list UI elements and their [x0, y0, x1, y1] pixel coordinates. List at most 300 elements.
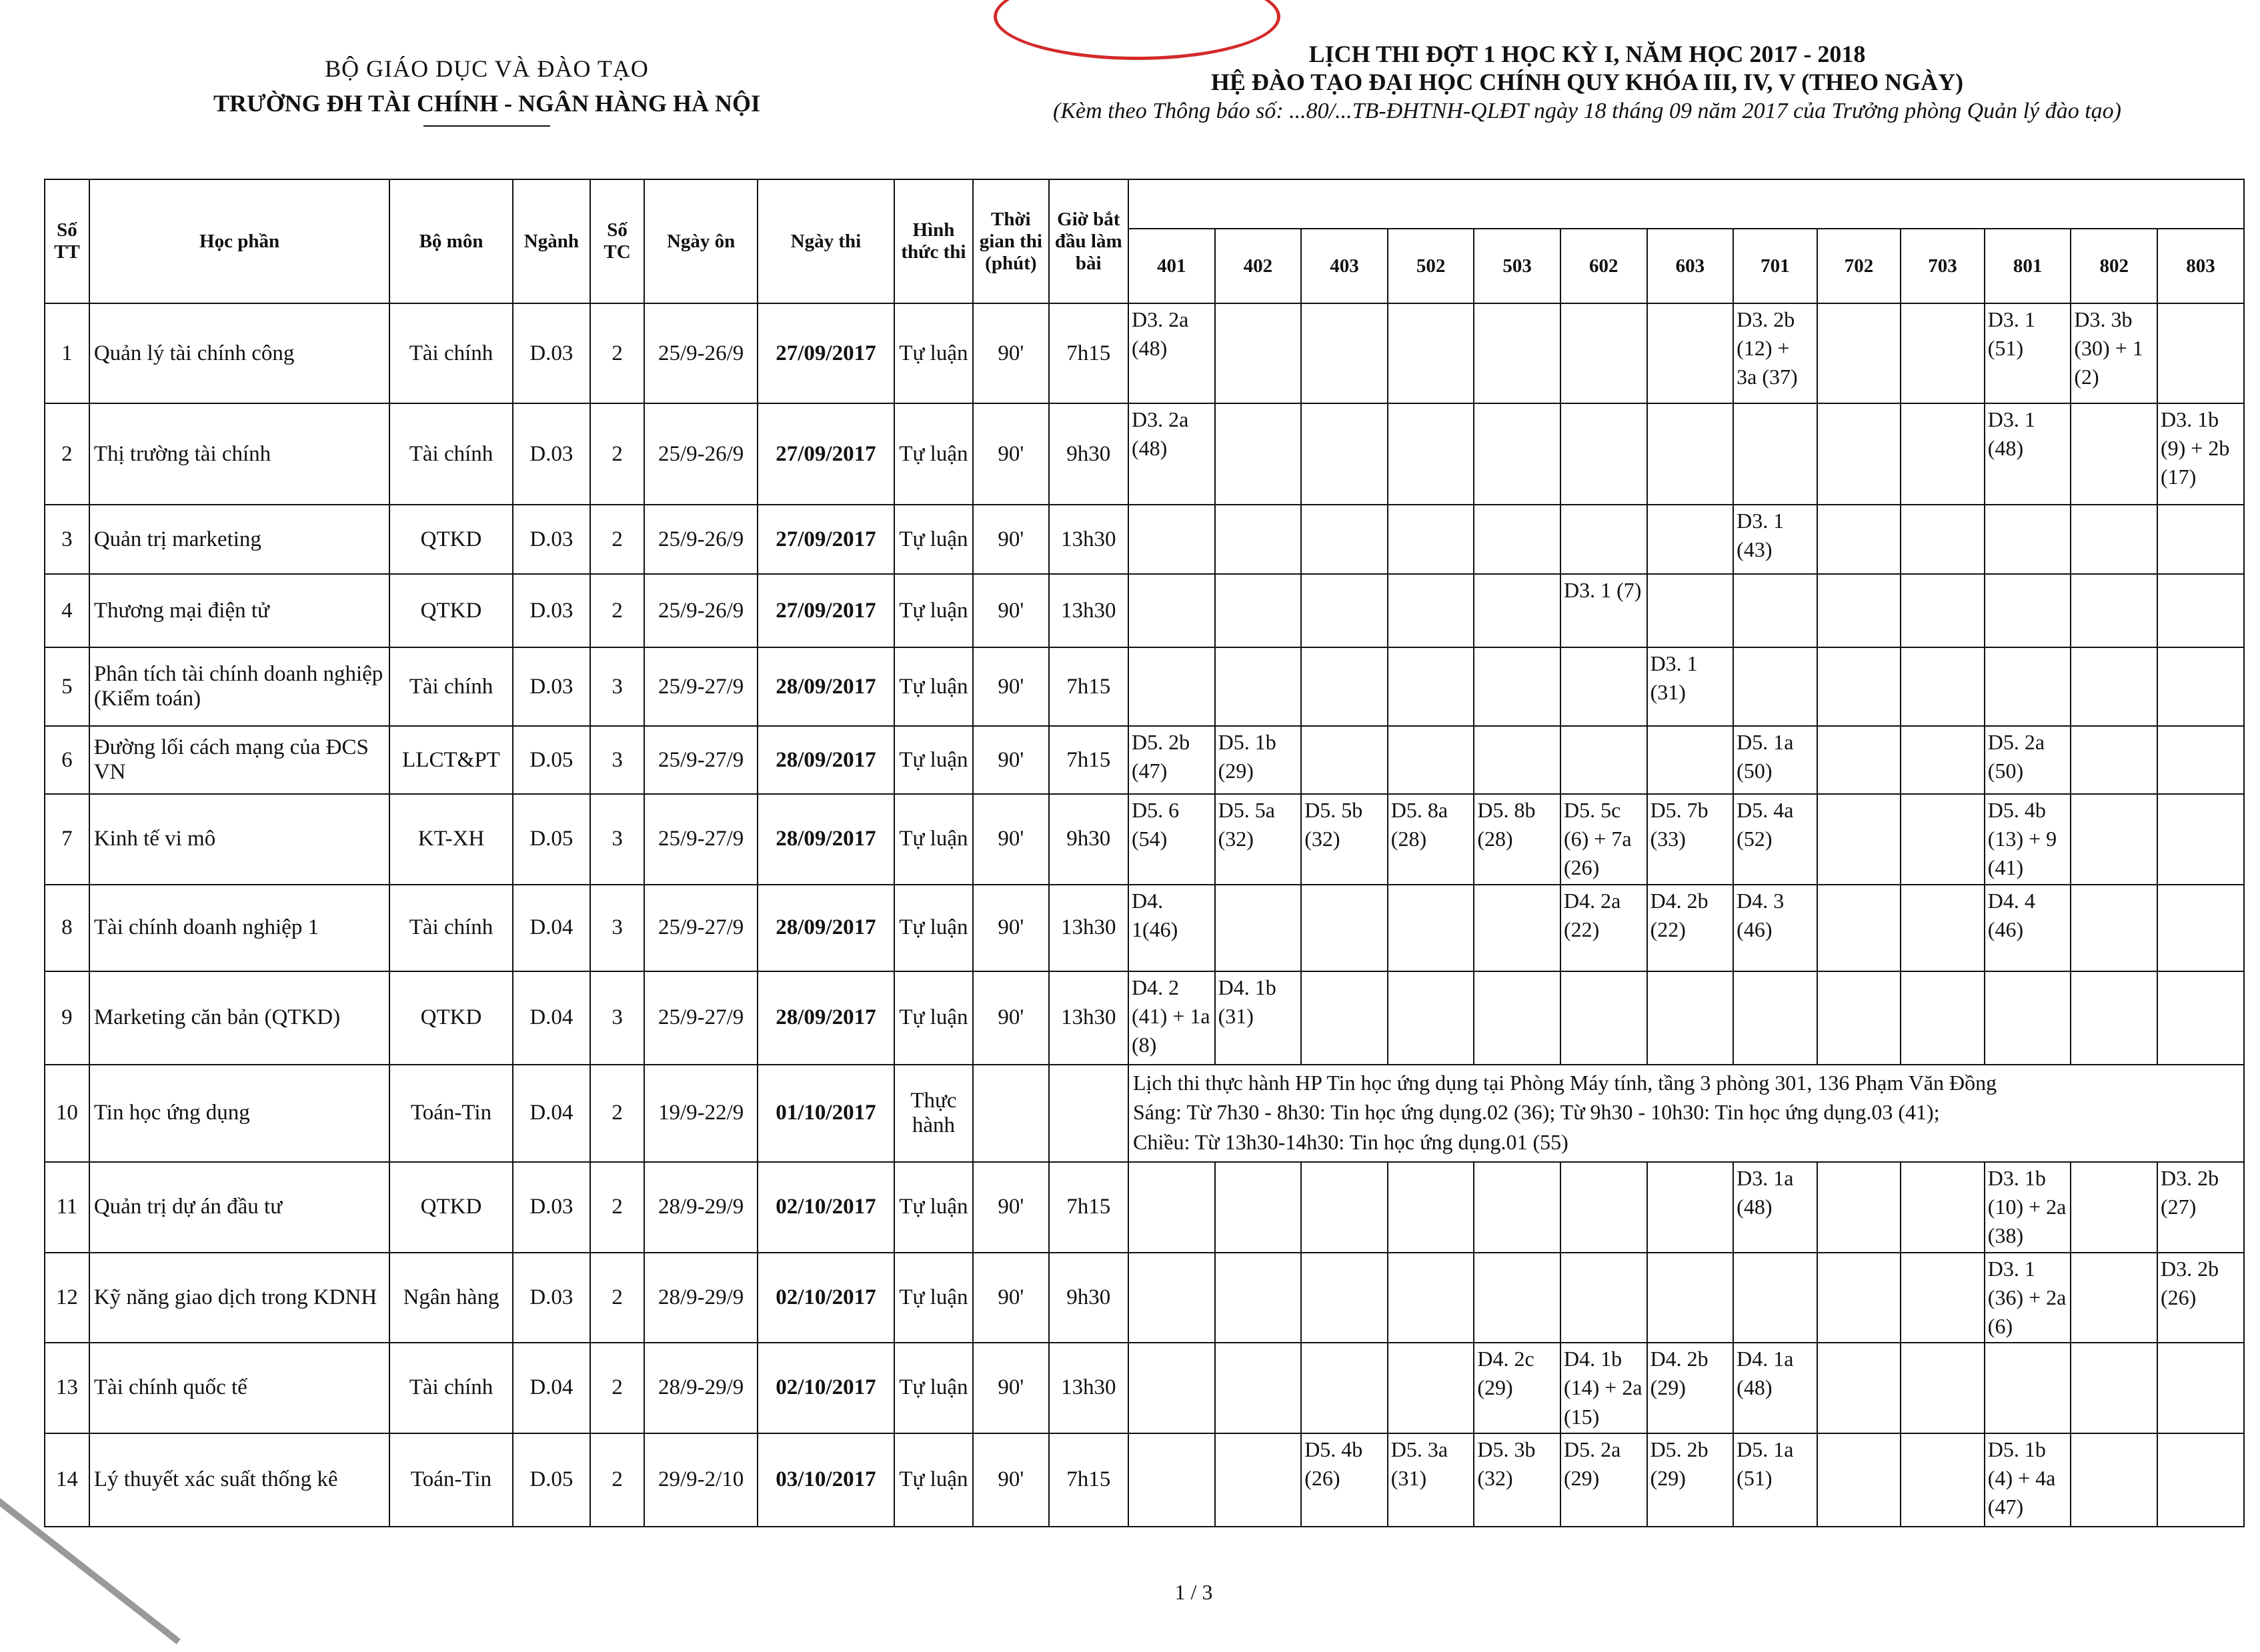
- room-cell: [1388, 505, 1474, 574]
- table-row: [45, 403, 2244, 505]
- cell-credits: 3: [590, 794, 644, 885]
- room-cell: [1128, 1253, 1215, 1343]
- room-cell: [1301, 885, 1388, 971]
- cell-exam-date: 28/09/2017: [758, 726, 894, 794]
- room-cell: [2071, 403, 2157, 505]
- room-cell: D5. 2b (47): [1128, 726, 1215, 794]
- room-cell: [1733, 647, 1817, 726]
- room-cell: D3. 1b (9) + 2b (17): [2157, 403, 2244, 505]
- room-cell: [1901, 505, 1985, 574]
- room-cell: [1388, 885, 1474, 971]
- room-cell: [1733, 1253, 1817, 1343]
- cell-credits: 2: [590, 1162, 644, 1253]
- room-cell: [1560, 1162, 1647, 1253]
- table-row: [45, 1433, 2244, 1527]
- cell-stt: 9: [45, 971, 89, 1065]
- cell-duration: 90': [973, 574, 1048, 647]
- cell-course: Lý thuyết xác suất thống kê: [89, 1433, 390, 1527]
- cell-review: 25/9-26/9: [644, 505, 758, 574]
- room-cell: [1560, 971, 1647, 1065]
- room-header: 701: [1733, 229, 1817, 303]
- cell-dept: QTKD: [389, 574, 512, 647]
- room-cell: [1301, 647, 1388, 726]
- cell-dept: QTKD: [389, 1162, 512, 1253]
- room-header: 602: [1560, 229, 1647, 303]
- cell-review: 25/9-27/9: [644, 647, 758, 726]
- table-row: [45, 726, 2244, 794]
- room-cell: [1901, 1433, 1985, 1527]
- room-cell: D3. 1 (7): [1560, 574, 1647, 647]
- room-cell: D3. 2b (27): [2157, 1162, 2244, 1253]
- cell-start: 9h30: [1049, 1253, 1128, 1343]
- room-cell: D3. 1 (36) + 2a (6): [1985, 1253, 2071, 1343]
- room-cell: [1301, 1162, 1388, 1253]
- room-cell: [1128, 1343, 1215, 1433]
- cell-review: 25/9-27/9: [644, 971, 758, 1065]
- room-cell: [1901, 726, 1985, 794]
- col-start-time: Giờ bắt đầu làm bài: [1049, 179, 1128, 303]
- cell-review: 19/9-22/9: [644, 1065, 758, 1162]
- room-cell: [1301, 971, 1388, 1065]
- room-cell: D5. 2a (29): [1560, 1433, 1647, 1527]
- header-right: [954, 40, 2221, 124]
- cell-form: Tự luận: [894, 794, 973, 885]
- room-cell: [1817, 505, 1901, 574]
- cell-start: 7h15: [1049, 1433, 1128, 1527]
- cell-stt: 10: [45, 1065, 89, 1162]
- room-cell: [2071, 1253, 2157, 1343]
- cell-duration: 90': [973, 1343, 1048, 1433]
- cell-exam-date: 28/09/2017: [758, 647, 894, 726]
- cell-credits: 2: [590, 1433, 644, 1527]
- room-header: 603: [1647, 229, 1734, 303]
- room-cell: [1215, 1343, 1302, 1433]
- room-cell: [1128, 1433, 1215, 1527]
- room-cell: [1817, 1343, 1901, 1433]
- cell-start: [1049, 1065, 1128, 1162]
- room-cell: D5. 5a (32): [1215, 794, 1302, 885]
- room-cell: [1647, 303, 1734, 403]
- col-duration: Thời gian thi (phút): [973, 179, 1048, 303]
- cell-start: 9h30: [1049, 403, 1128, 505]
- page-number: 1 / 3: [1174, 1580, 1213, 1604]
- practical-exam-note: [1128, 1065, 2244, 1162]
- cell-exam-date: 27/09/2017: [758, 505, 894, 574]
- cell-duration: 90': [973, 794, 1048, 885]
- room-cell: D5. 7b (33): [1647, 794, 1734, 885]
- room-cell: [1128, 647, 1215, 726]
- room-cell: [1817, 1253, 1901, 1343]
- room-cell: [1985, 505, 2071, 574]
- room-cell: [1901, 794, 1985, 885]
- cell-review: 25/9-26/9: [644, 403, 758, 505]
- document-note: (Kèm theo Thông báo số: ...80/...TB-ĐHTNH-QLĐT ngày 18 tháng 09 năm 2017 của Trưởng phòng Quản lý đào tạo): [1053, 99, 2121, 123]
- cell-stt: 7: [45, 794, 89, 885]
- room-cell: [1474, 303, 1560, 403]
- room-cell: D5. 5b (32): [1301, 794, 1388, 885]
- cell-duration: 90': [973, 726, 1048, 794]
- col-dept: Bộ môn: [389, 179, 512, 303]
- divider: [423, 125, 550, 127]
- room-cell: [1301, 303, 1388, 403]
- room-cell: D5. 8a (28): [1388, 794, 1474, 885]
- table-row: [45, 574, 2244, 647]
- cell-dept: Ngân hàng: [389, 1253, 512, 1343]
- cell-form: Tự luận: [894, 1343, 973, 1433]
- room-cell: [1301, 1343, 1388, 1433]
- table-row-practical: [45, 1065, 2244, 1162]
- room-header: 503: [1474, 229, 1560, 303]
- col-stt: Số TT: [45, 179, 89, 303]
- cell-credits: 2: [590, 1065, 644, 1162]
- room-cell: [1474, 403, 1560, 505]
- room-cell: [1301, 726, 1388, 794]
- cell-duration: 90': [973, 1253, 1048, 1343]
- cell-stt: 5: [45, 647, 89, 726]
- room-cell: D4. 2 (41) + 1a (8): [1128, 971, 1215, 1065]
- room-cell: [1474, 574, 1560, 647]
- cell-form: Tự luận: [894, 971, 973, 1065]
- room-cell: [2071, 1343, 2157, 1433]
- cell-dept: Toán-Tin: [389, 1065, 512, 1162]
- room-cell: [1388, 574, 1474, 647]
- room-cell: [2157, 1343, 2244, 1433]
- room-cell: D3. 1a (48): [1733, 1162, 1817, 1253]
- cell-major: D.05: [513, 794, 590, 885]
- room-cell: [1985, 1343, 2071, 1433]
- cell-course: Phân tích tài chính doanh nghiệp (Kiểm toán): [89, 647, 390, 726]
- cell-exam-date: 27/09/2017: [758, 303, 894, 403]
- cell-start: 13h30: [1049, 885, 1128, 971]
- room-header: 802: [2071, 229, 2157, 303]
- room-cell: [1388, 403, 1474, 505]
- room-cell: [1128, 574, 1215, 647]
- room-cell: [1817, 971, 1901, 1065]
- room-cell: [2071, 647, 2157, 726]
- cell-course: Tài chính doanh nghiệp 1: [89, 885, 390, 971]
- cell-form: Tự luận: [894, 1253, 973, 1343]
- cell-major: D.04: [513, 971, 590, 1065]
- room-cell: D5. 6 (54): [1128, 794, 1215, 885]
- cell-exam-date: 28/09/2017: [758, 794, 894, 885]
- header-left: [153, 55, 820, 127]
- room-cell: [1301, 574, 1388, 647]
- room-header: 703: [1901, 229, 1985, 303]
- room-cell: [2157, 505, 2244, 574]
- cell-credits: 3: [590, 885, 644, 971]
- cell-exam-date: 28/09/2017: [758, 971, 894, 1065]
- cell-form: Tự luận: [894, 1162, 973, 1253]
- cell-stt: 13: [45, 1343, 89, 1433]
- room-cell: [1215, 403, 1302, 505]
- cell-dept: KT-XH: [389, 794, 512, 885]
- cell-course: Tin học ứng dụng: [89, 1065, 390, 1162]
- table-row: [45, 971, 2244, 1065]
- room-cell: D5. 5c (6) + 7a (26): [1560, 794, 1647, 885]
- room-cell: D4. 3 (46): [1733, 885, 1817, 971]
- cell-review: 25/9-27/9: [644, 726, 758, 794]
- cell-stt: 1: [45, 303, 89, 403]
- room-cell: [2071, 794, 2157, 885]
- room-cell: [1817, 1162, 1901, 1253]
- cell-start: 13h30: [1049, 505, 1128, 574]
- exam-schedule-table: [44, 179, 2245, 1527]
- document-title: LỊCH THI ĐỢT 1 HỌC KỲ I, NĂM HỌC 2017 - 2018: [1308, 41, 1866, 67]
- room-cell: [1560, 505, 1647, 574]
- practical-note-line: Chiều: Từ 13h30-14h30: Tin học ứng dụng.01 (55): [1133, 1130, 1568, 1155]
- room-cell: D5. 4b (26): [1301, 1433, 1388, 1527]
- room-cell: [1215, 1433, 1302, 1527]
- cell-form: Tự luận: [894, 303, 973, 403]
- cell-stt: 6: [45, 726, 89, 794]
- cell-dept: Tài chính: [389, 1343, 512, 1433]
- room-cell: [1560, 726, 1647, 794]
- room-cell: [1647, 574, 1734, 647]
- room-header: 403: [1301, 229, 1388, 303]
- table-row: [45, 647, 2244, 726]
- room-cell: D4. 1(46): [1128, 885, 1215, 971]
- cell-dept: QTKD: [389, 971, 512, 1065]
- cell-major: D.03: [513, 505, 590, 574]
- room-cell: [2071, 505, 2157, 574]
- cell-form: Tự luận: [894, 726, 973, 794]
- cell-form: Tự luận: [894, 885, 973, 971]
- room-cell: [1733, 971, 1817, 1065]
- room-cell: [1647, 403, 1734, 505]
- cell-major: D.05: [513, 1433, 590, 1527]
- room-cell: [2157, 647, 2244, 726]
- room-cell: [1215, 1162, 1302, 1253]
- col-credits: Số TC: [590, 179, 644, 303]
- room-cell: D4. 2c (29): [1474, 1343, 1560, 1433]
- cell-course: Kỹ năng giao dịch trong KDNH: [89, 1253, 390, 1343]
- cell-credits: 2: [590, 1343, 644, 1433]
- school-name: TRƯỜNG ĐH TÀI CHÍNH - NGÂN HÀNG HÀ NỘI: [213, 90, 761, 117]
- cell-course: Tài chính quốc tế: [89, 1343, 390, 1433]
- cell-major: D.03: [513, 1253, 590, 1343]
- room-cell: [1901, 647, 1985, 726]
- room-cell: [1474, 971, 1560, 1065]
- cell-review: 25/9-27/9: [644, 885, 758, 971]
- cell-credits: 3: [590, 647, 644, 726]
- room-cell: D5. 2b (29): [1647, 1433, 1734, 1527]
- room-cell: [1901, 971, 1985, 1065]
- cell-stt: 8: [45, 885, 89, 971]
- cell-course: Quản lý tài chính công: [89, 303, 390, 403]
- room-header: 801: [1985, 229, 2071, 303]
- room-cell: D3. 2a (48): [1128, 403, 1215, 505]
- room-cell: D3. 1 (51): [1985, 303, 2071, 403]
- cell-stt: 2: [45, 403, 89, 505]
- cell-stt: 14: [45, 1433, 89, 1527]
- room-cell: [1817, 403, 1901, 505]
- room-cell: [1901, 885, 1985, 971]
- room-cell: [1817, 647, 1901, 726]
- room-cell: [2157, 971, 2244, 1065]
- room-cell: [1388, 971, 1474, 1065]
- room-cell: [1388, 1162, 1474, 1253]
- cell-duration: 90': [973, 403, 1048, 505]
- room-cell: D3. 1 (43): [1733, 505, 1817, 574]
- cell-course: Đường lối cách mạng của ĐCS VN: [89, 726, 390, 794]
- cell-form: Tự luận: [894, 647, 973, 726]
- cell-review: 28/9-29/9: [644, 1253, 758, 1343]
- room-cell: [2157, 574, 2244, 647]
- room-cell: [1817, 885, 1901, 971]
- room-cell: D4. 1b (31): [1215, 971, 1302, 1065]
- room-cell: [2071, 1162, 2157, 1253]
- room-cell: D4. 4 (46): [1985, 885, 2071, 971]
- table-row: [45, 303, 2244, 403]
- room-cell: [1474, 1253, 1560, 1343]
- room-cell: [1560, 403, 1647, 505]
- room-cell: [1901, 1253, 1985, 1343]
- room-cell: [2157, 1433, 2244, 1527]
- cell-form: Tự luận: [894, 574, 973, 647]
- room-cell: [1388, 303, 1474, 403]
- cell-exam-date: 03/10/2017: [758, 1433, 894, 1527]
- cell-credits: 2: [590, 574, 644, 647]
- room-cell: [1901, 403, 1985, 505]
- room-header: 502: [1388, 229, 1474, 303]
- col-review-date: Ngày ôn: [644, 179, 758, 303]
- cell-major: D.04: [513, 1065, 590, 1162]
- cell-start: 7h15: [1049, 303, 1128, 403]
- room-cell: [1817, 794, 1901, 885]
- room-cell: [1647, 1253, 1734, 1343]
- cell-start: 9h30: [1049, 794, 1128, 885]
- col-course: Học phần: [89, 179, 390, 303]
- cell-major: D.04: [513, 1343, 590, 1433]
- cell-exam-date: 02/10/2017: [758, 1162, 894, 1253]
- cell-duration: 90': [973, 505, 1048, 574]
- room-header: 402: [1215, 229, 1302, 303]
- room-cell: [1647, 1162, 1734, 1253]
- table-row: [45, 505, 2244, 574]
- cell-exam-date: 02/10/2017: [758, 1253, 894, 1343]
- room-cell: [2071, 726, 2157, 794]
- cell-major: D.03: [513, 403, 590, 505]
- table-row: [45, 1162, 2244, 1253]
- cell-stt: 12: [45, 1253, 89, 1343]
- room-cell: [2157, 885, 2244, 971]
- room-cell: D4. 1b (14) + 2a (15): [1560, 1343, 1647, 1433]
- cell-start: 7h15: [1049, 726, 1128, 794]
- cell-credits: 3: [590, 726, 644, 794]
- room-cell: [1647, 726, 1734, 794]
- practical-note-line: Lịch thi thực hành HP Tin học ứng dụng tại Phòng Máy tính, tầng 3 phòng 301, 136 Phạm Văn Đồng: [1133, 1070, 1997, 1095]
- room-cell: [1733, 403, 1817, 505]
- cell-review: 25/9-26/9: [644, 574, 758, 647]
- room-cell: [2071, 1433, 2157, 1527]
- room-cell: D4. 1a (48): [1733, 1343, 1817, 1433]
- room-cell: [1474, 726, 1560, 794]
- room-cell: [1474, 505, 1560, 574]
- cell-dept: Tài chính: [389, 885, 512, 971]
- room-cell: [1647, 505, 1734, 574]
- room-cell: [1388, 1343, 1474, 1433]
- cell-exam-date: 02/10/2017: [758, 1343, 894, 1433]
- col-exam-form: Hình thức thi: [894, 179, 973, 303]
- room-cell: [1901, 574, 1985, 647]
- room-cell: [1474, 647, 1560, 726]
- room-cell: [1215, 885, 1302, 971]
- room-cell: [1817, 574, 1901, 647]
- room-cell: [1560, 303, 1647, 403]
- cell-major: D.03: [513, 647, 590, 726]
- room-cell: D5. 3b (32): [1474, 1433, 1560, 1527]
- room-cell: [1128, 505, 1215, 574]
- room-cell: D4. 2b (29): [1647, 1343, 1734, 1433]
- room-cell: [1301, 505, 1388, 574]
- cell-dept: QTKD: [389, 505, 512, 574]
- room-cell: [1301, 1253, 1388, 1343]
- room-cell: [2071, 574, 2157, 647]
- room-cell: [1985, 647, 2071, 726]
- room-cell: D3. 1 (48): [1985, 403, 2071, 505]
- rooms-header-blank: [1128, 179, 2244, 229]
- cell-major: D.03: [513, 303, 590, 403]
- room-cell: D3. 1b (10) + 2a (38): [1985, 1162, 2071, 1253]
- room-cell: [1388, 726, 1474, 794]
- room-cell: [1985, 574, 2071, 647]
- cell-course: Thị trường tài chính: [89, 403, 390, 505]
- cell-start: 13h30: [1049, 971, 1128, 1065]
- cell-dept: Tài chính: [389, 303, 512, 403]
- cell-course: Marketing căn bản (QTKD): [89, 971, 390, 1065]
- room-cell: [2157, 794, 2244, 885]
- cell-review: 28/9-29/9: [644, 1343, 758, 1433]
- cell-major: D.03: [513, 574, 590, 647]
- room-cell: [1215, 1253, 1302, 1343]
- room-cell: [1560, 1253, 1647, 1343]
- cell-major: D.03: [513, 1162, 590, 1253]
- cell-credits: 2: [590, 1253, 644, 1343]
- room-cell: D5. 3a (31): [1388, 1433, 1474, 1527]
- room-cell: [1901, 1343, 1985, 1433]
- room-cell: [1128, 1162, 1215, 1253]
- room-header: 702: [1817, 229, 1901, 303]
- table-row: [45, 885, 2244, 971]
- table-row: [45, 1253, 2244, 1343]
- cell-form: Tự luận: [894, 505, 973, 574]
- room-cell: [1215, 647, 1302, 726]
- col-major: Ngành: [513, 179, 590, 303]
- cell-dept: LLCT&PT: [389, 726, 512, 794]
- room-cell: [1301, 403, 1388, 505]
- cell-review: 29/9-2/10: [644, 1433, 758, 1527]
- room-cell: D5. 1a (51): [1733, 1433, 1817, 1527]
- cell-form: Thực hành: [894, 1065, 973, 1162]
- cell-review: 28/9-29/9: [644, 1162, 758, 1253]
- cell-duration: 90': [973, 303, 1048, 403]
- room-cell: [1647, 971, 1734, 1065]
- cell-exam-date: 01/10/2017: [758, 1065, 894, 1162]
- col-exam-date: Ngày thi: [758, 179, 894, 303]
- room-cell: D5. 1b (4) + 4a (47): [1985, 1433, 2071, 1527]
- room-cell: D5. 4a (52): [1733, 794, 1817, 885]
- room-cell: D3. 2b (26): [2157, 1253, 2244, 1343]
- cell-duration: [973, 1065, 1048, 1162]
- cell-form: Tự luận: [894, 403, 973, 505]
- cell-dept: Tài chính: [389, 403, 512, 505]
- cell-course: Quản trị dự án đầu tư: [89, 1162, 390, 1253]
- room-cell: [2071, 971, 2157, 1065]
- room-header: 401: [1128, 229, 1215, 303]
- cell-form: Tự luận: [894, 1433, 973, 1527]
- cell-exam-date: 27/09/2017: [758, 574, 894, 647]
- cell-dept: Tài chính: [389, 647, 512, 726]
